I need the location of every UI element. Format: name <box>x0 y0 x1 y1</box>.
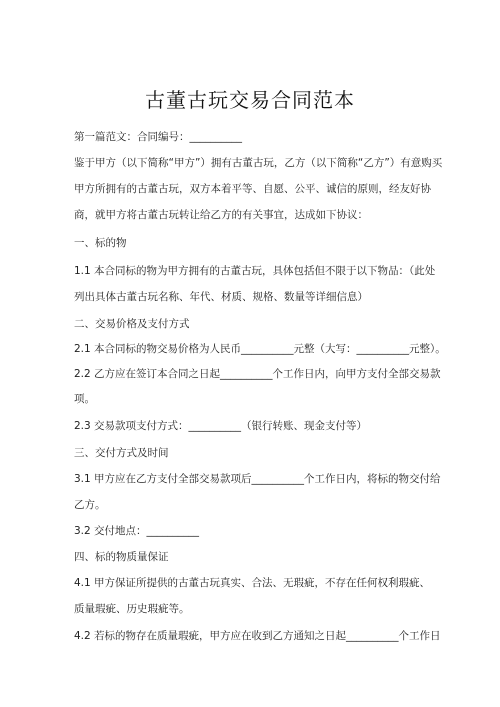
preamble-line-1: 鉴于甲方（以下简称“甲方”）拥有古董古玩，乙方（以下简称“乙方”）有意购买 <box>74 157 443 169</box>
clause-4-1-line-2: 质量瑕疵、历史瑕疵等。 <box>74 603 190 615</box>
section-heading-quality: 四、标的物质量保证 <box>74 551 169 563</box>
clause-3-2: 3.2 交付地点：__________ <box>74 525 200 537</box>
section-heading-delivery: 三、交付方式及时间 <box>74 447 169 459</box>
clause-1-1-line-2: 列出具体古董古玩名称、年代、材质、规格、数量等详细信息） <box>74 291 368 303</box>
clause-2-2-line-1: 2.2 乙方应在签订本合同之日起__________个工作日内，向甲方支付全部交易款 <box>74 368 441 380</box>
clause-4-1-line-1: 4.1 甲方保证所提供的古董古玩真实、合法、无瑕疵，不存在任何权利瑕疵、 <box>74 577 431 589</box>
contract-number-line: 第一篇范文：合同编号：__________ <box>74 131 242 143</box>
preamble-line-3: 商，就甲方将古董古玩转让给乙方的有关事宜，达成如下协议： <box>74 209 368 221</box>
clause-3-1-line-2: 乙方。 <box>74 499 106 511</box>
document-title: 古董古玩交易合同范本 <box>145 88 355 112</box>
clause-4-2-line-1: 4.2 若标的物存在质量瑕疵，甲方应在收到乙方通知之日起__________个工作日 <box>74 630 441 642</box>
clause-2-1: 2.1 本合同标的物交易价格为人民币__________元整（大写：__________元整）。 <box>74 343 446 355</box>
section-heading-price: 二、交易价格及支付方式 <box>74 318 190 330</box>
preamble-line-2: 甲方所拥有的古董古玩，双方本着平等、自愿、公平、诚信的原则，经友好协 <box>74 183 431 195</box>
clause-2-2-line-2: 项。 <box>74 393 95 405</box>
clause-3-1-line-1: 3.1 甲方应在乙方支付全部交易款项后__________个工作日内，将标的物交付给 <box>74 473 441 485</box>
clause-2-3: 2.3 交易款项支付方式：__________（银行转账、现金支付等） <box>74 420 368 432</box>
section-heading-subject: 一、标的物 <box>74 237 127 249</box>
clause-1-1-line-1: 1.1 本合同标的物为甲方拥有的古董古玩，具体包括但不限于以下物品：（此处 <box>74 265 436 277</box>
